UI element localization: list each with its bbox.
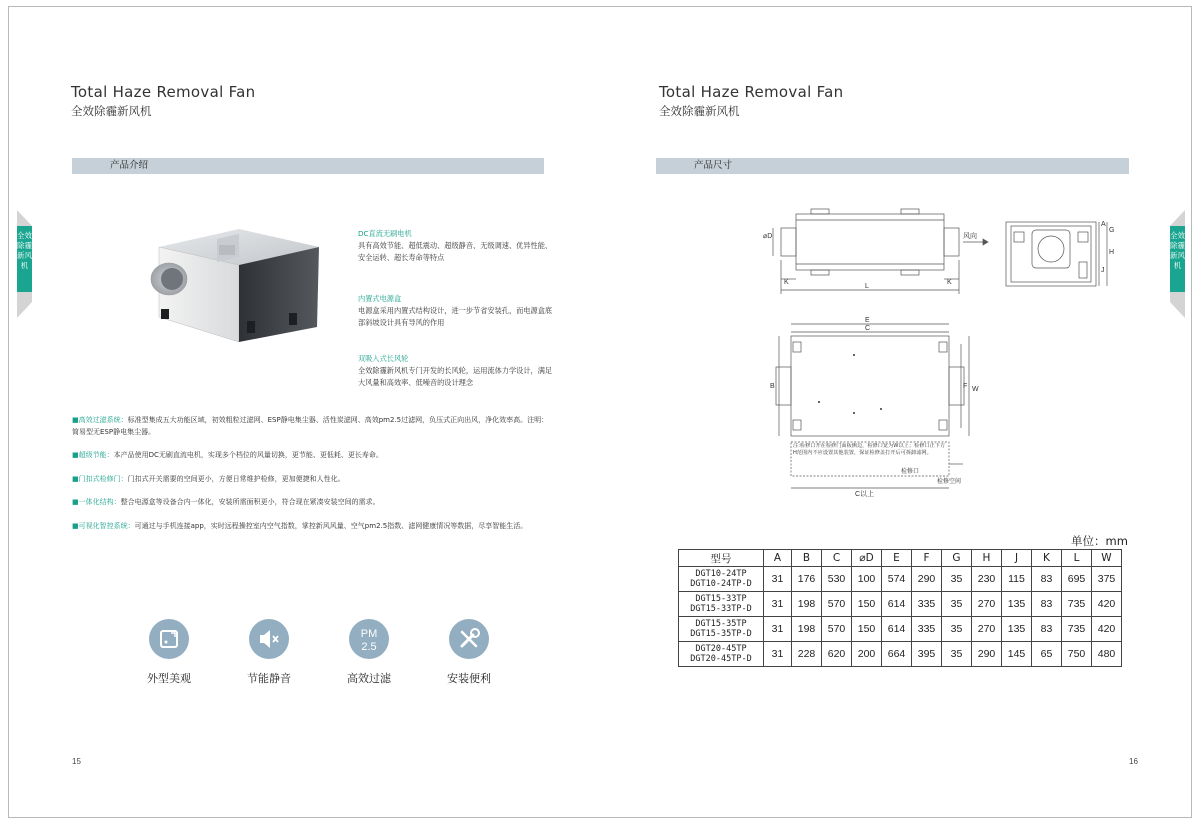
feature-impeller	[358, 353, 558, 389]
value-cell: 198	[792, 617, 822, 642]
value-cell: 270	[972, 617, 1002, 642]
col-header-b: B	[792, 550, 822, 567]
bullet-text: 门扣式开关需要的空间更小，方便日常维护检修，更加便捷和人性化。	[127, 474, 345, 483]
value-cell: 31	[764, 592, 792, 617]
title-cn: 全效除霾新风机	[659, 104, 740, 118]
col-header-model: 型号	[679, 550, 764, 567]
page-number-right: 16	[1129, 757, 1138, 766]
table-row	[679, 592, 1122, 617]
value-cell: 35	[942, 567, 972, 592]
side-tab-right	[1169, 210, 1185, 320]
model-name: DGT15-35TP	[695, 619, 747, 629]
section-bar-intro: 产品介绍	[72, 158, 544, 174]
model-name: DGT20-45TP	[695, 644, 747, 654]
value-cell: 480	[1092, 642, 1122, 667]
table-row	[679, 617, 1122, 642]
bullet-list	[72, 415, 552, 545]
bullet-energy	[72, 450, 552, 462]
model-name: DGT15-33TP	[695, 594, 747, 604]
col-header-j: J	[1002, 550, 1032, 567]
label-c: C	[865, 325, 871, 332]
bullet-smart	[72, 521, 552, 533]
feature-text: 全效除霾新风机专门开发的长风轮，运用流体力学设计，满足大风量和高效率、低噪音的设计理念	[358, 366, 553, 387]
value-cell: 290	[912, 567, 942, 592]
label-k-left: K	[784, 279, 789, 286]
icon-item-filter	[324, 619, 414, 686]
value-cell: 35	[942, 592, 972, 617]
value-cell: 664	[882, 642, 912, 667]
value-cell: 35	[942, 642, 972, 667]
model-cell	[679, 617, 764, 642]
feature-dc-motor	[358, 228, 558, 264]
page-right	[601, 7, 1193, 817]
end-view	[1006, 222, 1107, 286]
pm-value-glyph: 2.5	[361, 641, 377, 653]
icon-item-install	[424, 619, 514, 686]
bullet-title: ■超级节能：	[72, 451, 114, 460]
title-en: Total Haze Removal Fan	[71, 83, 256, 101]
col-header-a: A	[764, 550, 792, 567]
value-cell: 31	[764, 567, 792, 592]
value-cell: 230	[972, 567, 1002, 592]
page-left	[9, 7, 601, 817]
bullet-filter	[72, 415, 552, 438]
value-cell: 35	[942, 617, 972, 642]
value-cell: 620	[822, 642, 852, 667]
value-cell: 395	[912, 642, 942, 667]
feature-title: 内置式电源盒	[358, 294, 402, 303]
icon-label: 安装便利	[447, 672, 491, 685]
pm25-icon	[349, 619, 389, 659]
table-row	[679, 567, 1122, 592]
value-cell: 31	[764, 617, 792, 642]
value-cell: 176	[792, 567, 822, 592]
model-name: DGT10-24TP-D	[690, 579, 752, 589]
table-header-row	[679, 550, 1122, 567]
maintenance-note: 注:检修口开在检修门面板侧边，检修口宽为W以上；检修口正下方H范围内不应设置其他装置，保证检修盖打开后可拆卸滤网。	[793, 443, 946, 456]
mute-speaker-icon	[249, 619, 289, 659]
bullet-text: 可通过与手机连接app，实时远程操控室内空气指数，掌控新风风量、空气pm2.5指数、滤网健康情况等数据，尽享智能生活。	[134, 521, 528, 530]
bullet-title: ■高效过滤系统：	[72, 416, 128, 424]
side-tab-label: 全效除霾新风机	[1170, 231, 1185, 270]
label-space: 检修空间	[937, 479, 962, 485]
col-header-h: H	[972, 550, 1002, 567]
label-h: H	[1109, 249, 1115, 256]
value-cell: 614	[882, 592, 912, 617]
value-cell: 375	[1092, 567, 1122, 592]
label-access: 检修口	[901, 469, 920, 475]
value-cell: 290	[972, 642, 1002, 667]
value-cell: 83	[1032, 567, 1062, 592]
pm-glyph: PM	[360, 628, 378, 640]
page-number-left: 15	[72, 757, 81, 766]
value-cell: 335	[912, 592, 942, 617]
label-airflow: 风向	[963, 233, 977, 240]
feature-text: 具有高效节能、超低震动、超级静音、无级调速、优异性能、安全运转、超长寿命等特点	[358, 241, 553, 262]
label-k-right: K	[947, 279, 952, 286]
label-j: J	[1101, 267, 1105, 274]
model-name: DGT10-24TP	[695, 569, 747, 579]
label-a: A	[1101, 221, 1106, 228]
model-cell	[679, 642, 764, 667]
label-w: W	[972, 386, 979, 393]
feature-icons	[124, 619, 504, 699]
feature-title: 双吸入式长风轮	[358, 354, 409, 363]
unit-label: 单位：mm	[1071, 534, 1128, 548]
model-name: DGT15-33TP-D	[690, 604, 752, 614]
value-cell: 198	[792, 592, 822, 617]
title-en: Total Haze Removal Fan	[659, 83, 844, 101]
model-name: DGT20-45TP-D	[690, 654, 752, 664]
col-header-g: G	[942, 550, 972, 567]
spec-table	[678, 549, 1122, 667]
value-cell: 335	[912, 617, 942, 642]
value-cell: 150	[852, 617, 882, 642]
side-tab-left	[17, 210, 33, 320]
col-header-e: E	[882, 550, 912, 567]
value-cell: 695	[1062, 567, 1092, 592]
label-d: ⌀D	[763, 233, 773, 240]
model-cell	[679, 592, 764, 617]
feature-title: DC直流无刷电机	[358, 229, 412, 238]
value-cell: 31	[764, 642, 792, 667]
dimension-drawing	[751, 202, 1131, 502]
bullet-title: ■一体化结构：	[72, 498, 121, 507]
feature-text: 电源盒采用内置式结构设计，进一步节省安装孔，而电源盒底部斜坡设计具有导风的作用	[358, 306, 553, 327]
brochure-spread	[8, 6, 1192, 818]
col-header-w: W	[1092, 550, 1122, 567]
tools-icon	[449, 619, 489, 659]
value-cell: 83	[1032, 592, 1062, 617]
icon-label: 外型美观	[147, 672, 191, 685]
value-cell: 65	[1032, 642, 1062, 667]
label-b: B	[770, 383, 775, 390]
value-cell: 735	[1062, 617, 1092, 642]
model-cell	[679, 567, 764, 592]
value-cell: 150	[852, 592, 882, 617]
col-header-k: K	[1032, 550, 1062, 567]
value-cell: 135	[1002, 592, 1032, 617]
value-cell: 115	[1002, 567, 1032, 592]
bullet-door	[72, 474, 552, 486]
label-l: L	[865, 283, 869, 290]
bullet-text: 整合电源盒等设备合内一体化，安装所需面积更小，符合现在紧凑安装空间的需求。	[120, 498, 380, 507]
value-cell: 530	[822, 567, 852, 592]
side-tab-label: 全效除霾新风机	[17, 231, 32, 270]
value-cell: 735	[1062, 592, 1092, 617]
value-cell: 135	[1002, 617, 1032, 642]
table-row	[679, 642, 1122, 667]
value-cell: 574	[882, 567, 912, 592]
product-image	[139, 217, 329, 347]
bullet-title: ■可视化智控系统：	[72, 521, 135, 530]
model-name: DGT15-35TP-D	[690, 629, 752, 639]
value-cell: 570	[822, 592, 852, 617]
label-g: G	[1109, 227, 1115, 234]
value-cell: 200	[852, 642, 882, 667]
title-cn: 全效除霾新风机	[71, 104, 152, 118]
value-cell: 750	[1062, 642, 1092, 667]
value-cell: 228	[792, 642, 822, 667]
label-c-above: C以上	[855, 491, 875, 498]
value-cell: 614	[882, 617, 912, 642]
value-cell: 83	[1032, 617, 1062, 642]
icon-label: 高效过滤	[347, 672, 391, 685]
bullet-title: ■门扣式检修门：	[72, 474, 128, 483]
value-cell: 420	[1092, 617, 1122, 642]
side-view	[773, 209, 988, 294]
value-cell: 570	[822, 617, 852, 642]
icon-item-appearance	[124, 619, 214, 686]
value-cell: 270	[972, 592, 1002, 617]
section-bar-dimensions: 产品尺寸	[656, 158, 1129, 174]
label-e: E	[865, 317, 870, 324]
value-cell: 145	[1002, 642, 1032, 667]
col-header-c: C	[822, 550, 852, 567]
label-f: F	[963, 383, 968, 390]
value-cell: 420	[1092, 592, 1122, 617]
appearance-icon	[149, 619, 189, 659]
feature-power-box	[358, 293, 558, 329]
icon-item-silent	[224, 619, 314, 686]
col-header-l: L	[1062, 550, 1092, 567]
bullet-text: 标准型集成五大功能区域，初效粗粒过滤网、ESP静电集尘器、活性炭滤网、高效pm2.5过滤网，负压式正向出风，净化效率高。注明：简易型无ESP静电集尘器。	[72, 416, 549, 436]
col-header-d: ⌀D	[852, 550, 882, 567]
col-header-f: F	[912, 550, 942, 567]
bullet-structure	[72, 497, 552, 509]
icon-label: 节能静音	[247, 672, 291, 685]
bullet-text: 本产品使用DC无刷直流电机，实现多个档位的风量切换，更节能、更低耗、更长寿命。	[113, 451, 383, 460]
value-cell: 100	[852, 567, 882, 592]
